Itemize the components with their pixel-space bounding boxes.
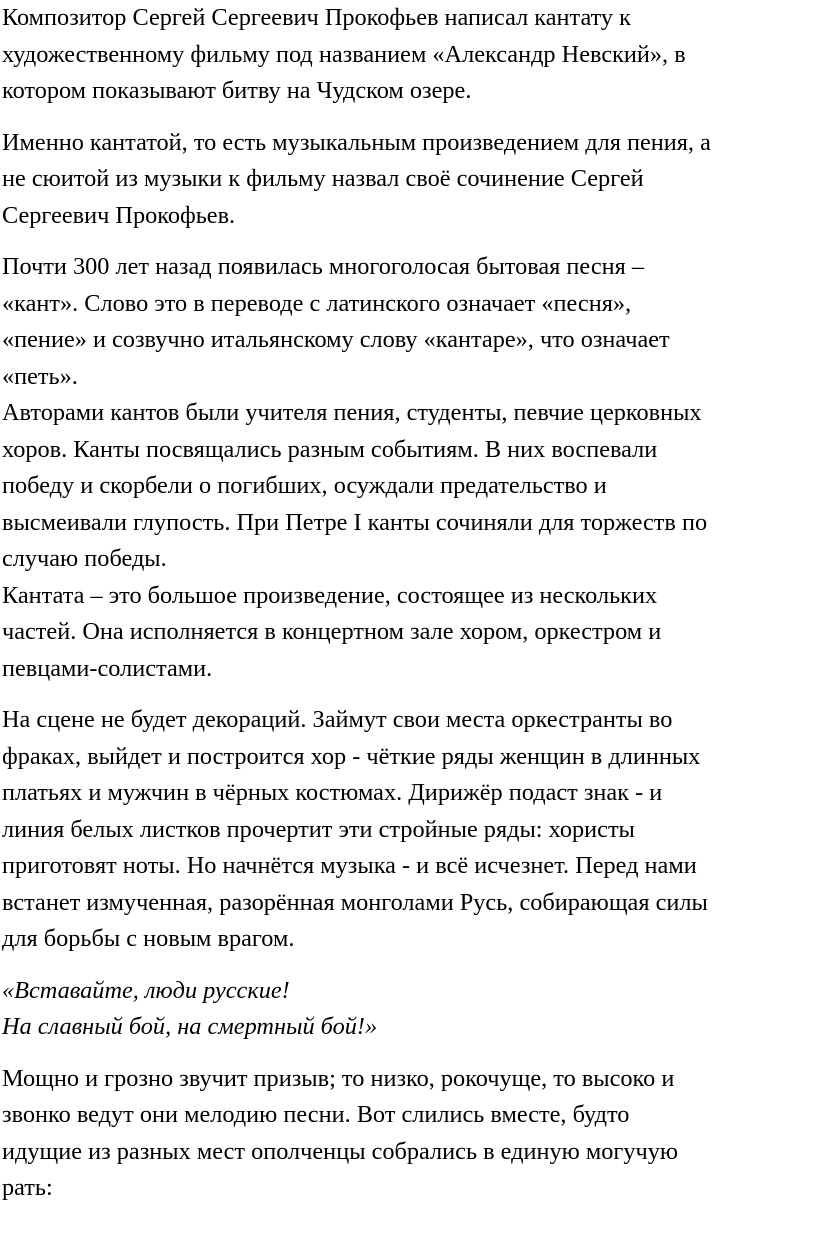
text-line: Композитор Сергей Сергеевич Прокофьев написал кантату к — [2, 4, 631, 31]
paragraph-kant-origin — [2, 249, 816, 395]
text-line: Именно кантатой, то есть музыкальным произведением для пения, а — [2, 128, 711, 156]
text-line: певцами-солистами. — [2, 654, 213, 682]
text-line: Мощно и грозно звучит призыв; то низко, рокочуще, то высоко и — [2, 1064, 675, 1092]
text-line: высмеивали глупость. При Петре I канты сочиняли для торжеств по — [2, 508, 708, 536]
text-line: частей. Она исполняется в концертном зале хором, оркестром и — [2, 618, 662, 645]
paragraph-prokofiev-cantata — [2, 0, 816, 110]
paragraph-cantata-definition — [2, 578, 816, 688]
text-line: На сцене не будет декораций. Займут свои места оркестранты во — [2, 706, 673, 733]
text-line: звонко ведут они мелодию песни. Вот слились вместе, будто — [2, 1101, 630, 1128]
text-line: «пение» и созвучно итальянскому слову «кантаре», что означает — [2, 326, 670, 353]
text-line: художественному фильму под названием «Александр Невский», в — [2, 40, 686, 68]
text-line: Авторами кантов были учителя пения, студенты, певчие церковных — [2, 399, 702, 426]
text-line: линия белых листков прочертит эти стройные ряды: хористы — [2, 815, 635, 843]
text-line: фраках, выйдет и построится хор - чёткие ряды женщин в длинных — [2, 742, 701, 770]
text-line: «кант». Слово это в переводе с латинского означает «песня», — [2, 289, 632, 317]
paragraph-call-sounds — [2, 1061, 816, 1207]
paragraph-cantata-not-suite — [2, 125, 816, 235]
text-line: Сергеевич Прокофьев. — [2, 201, 236, 229]
text-line: рать: — [2, 1174, 53, 1201]
paragraph-concert-scene — [2, 702, 816, 958]
text-line: победу и скорбели о погибших, осуждали предательство и — [2, 472, 607, 499]
text-line: «петь». — [2, 362, 78, 390]
document-page — [2, 0, 816, 1222]
paragraph-kant-authors — [2, 395, 816, 578]
text-line: платьях и мужчин в чёрных костюмах. Дирижёр подаст знак - и — [2, 779, 663, 806]
text-line: встанет измученная, разорённая монголами Русь, собирающая силы — [2, 888, 708, 916]
text-line: хоров. Канты посвящались разным событиям. В них воспевали — [2, 435, 658, 463]
text-line: Кантата – это большое произведение, состоящее из нескольких — [2, 581, 658, 609]
text-line: не сюитой из музыки к фильму назвал своё сочинение Сергей — [2, 165, 644, 192]
text-line: Почти 300 лет назад появилась многоголосая бытовая песня – — [2, 253, 645, 280]
text-line: котором показывают битву на Чудском озере. — [2, 77, 472, 104]
text-line: идущие из разных мест ополченцы собрались в единую могучую — [2, 1137, 679, 1165]
quote-vstavaite — [2, 973, 816, 1046]
text-line: случаю победы. — [2, 545, 167, 572]
quote-line: На славный бой, на смертный бой!» — [2, 1013, 378, 1040]
text-line: приготовят ноты. Но начнётся музыка - и всё исчезнет. Перед нами — [2, 852, 697, 879]
quote-line: «Вставайте, люди русские! — [2, 976, 290, 1004]
text-line: для борьбы с новым врагом. — [2, 925, 295, 952]
